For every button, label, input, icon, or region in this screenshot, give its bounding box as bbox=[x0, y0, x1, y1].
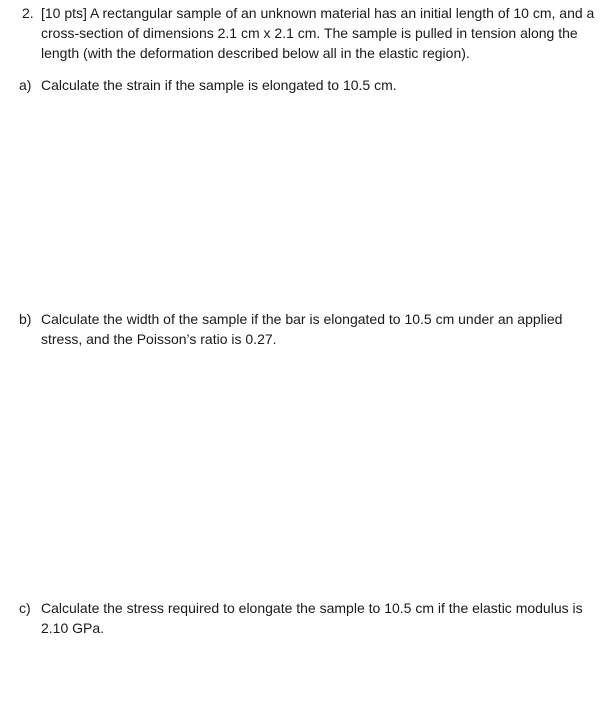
part-b-label: b) bbox=[19, 311, 32, 327]
part-a-label: a) bbox=[19, 77, 32, 93]
question-text: [10 pts] A rectangular sample of an unknown material has an initial length of 10 cm, and a cross-section of dimensions 2.1 cm x 2.1 cm. The sample is pulled in tension along the length (with the deformation described below all in the elastic region). bbox=[41, 5, 595, 61]
part-b bbox=[19, 309, 604, 349]
part-a bbox=[19, 75, 604, 95]
part-a-text: Calculate the strain if the sample is elongated to 10.5 cm. bbox=[41, 77, 397, 93]
part-c-label: c) bbox=[19, 600, 31, 616]
part-c bbox=[19, 598, 604, 638]
part-c-text: Calculate the stress required to elongate the sample to 10.5 cm if the elastic modulus is 2.10 GPa. bbox=[41, 600, 583, 636]
part-b-text: Calculate the width of the sample if the bar is elongated to 10.5 cm under an applied stress, and the Poisson’s ratio is 0.27. bbox=[41, 311, 563, 347]
question-number: 2. bbox=[22, 5, 34, 21]
question-block bbox=[22, 3, 607, 63]
